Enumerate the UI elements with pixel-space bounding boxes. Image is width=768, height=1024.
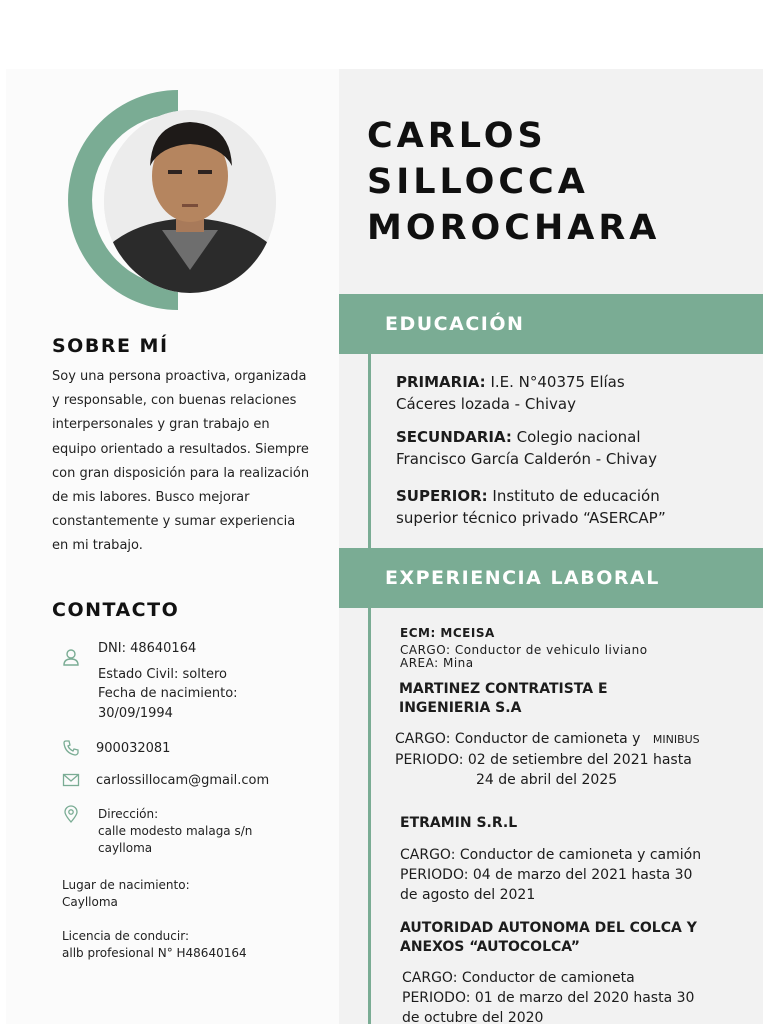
experience-item-etramin [400, 814, 745, 833]
fecha-nacimiento-label: Fecha de nacimiento: [98, 686, 238, 701]
about-text: Soy una persona proactiva, organizada y responsable, con buenas relaciones interpersonales y gran trabajo en equipo orientado a resultados. Siempre con gran disposición para la realización de mis labores. Busco mejorar constantemente y sumar experiencia en mi trabajo. [52, 369, 310, 554]
lugar-nacimiento-label: Lugar de nacimiento: [62, 878, 190, 892]
autocolca-periodo-line1: PERIODO: 01 de marzo del 2020 hasta 30 [402, 990, 695, 1006]
experience-header: EXPERIENCIA LABORAL [339, 548, 763, 608]
etramin-company: ETRAMIN S.R.L [400, 815, 518, 831]
lugar-nacimiento-value: Caylloma [62, 895, 118, 909]
right-column [339, 69, 763, 1024]
resume-page [6, 69, 763, 1024]
direccion-line1: calle modesto malaga s/n [98, 824, 253, 838]
experience-item-mceisa [400, 627, 745, 670]
phone[interactable]: 900032081 [96, 741, 171, 756]
secundaria-line1: Colegio nacional [511, 428, 641, 446]
direccion-line2: caylloma [98, 841, 153, 855]
etramin-periodo-line2: de agosto del 2021 [400, 887, 536, 903]
education-header: EDUCACIÓN [339, 294, 763, 354]
location-icon [62, 805, 80, 823]
person-icon [62, 648, 80, 666]
profile-photo-frame [66, 90, 286, 310]
education-item-primaria [396, 371, 741, 415]
licencia-value: allb profesional N° H48640164 [62, 946, 247, 960]
mceisa-area: AREA: Mina [400, 656, 474, 670]
full-name [367, 113, 660, 251]
about-title: SOBRE MÍ [52, 335, 169, 357]
autocolca-company-line1: AUTORIDAD AUTONOMA DEL COLCA Y [400, 920, 697, 936]
mail-icon [62, 771, 80, 789]
dni: DNI: 48640164 [98, 641, 197, 656]
experience-martinez-details [395, 729, 740, 790]
experience-item-autocolca [400, 919, 745, 957]
profile-photo [104, 110, 276, 293]
left-column [6, 69, 339, 1024]
martinez-cargo-extra: MINIBUS [652, 733, 700, 746]
martinez-periodo-line2: 24 de abril del 2025 [476, 772, 618, 788]
etramin-periodo-line1: PERIODO: 04 de marzo del 2021 hasta 30 [400, 867, 693, 883]
phone-icon [62, 739, 80, 757]
martinez-company-line1: MARTINEZ CONTRATISTA E [399, 681, 608, 697]
education-item-secundaria [396, 426, 741, 470]
experience-autocolca-details [402, 968, 747, 1024]
name-line2: SILLOCCA [367, 162, 589, 202]
superior-line2: superior técnico privado “ASERCAP” [396, 509, 666, 527]
primaria-line1: I.E. N°40375 Elías [485, 373, 625, 391]
education-item-superior [396, 485, 741, 529]
experience-etramin-details [400, 845, 745, 905]
etramin-cargo: CARGO: Conductor de camioneta y camión [400, 847, 702, 863]
martinez-company-line2: INGENIERIA S.A [399, 700, 522, 716]
autocolca-periodo-line2: de octubre del 2020 [402, 1010, 544, 1024]
education-timeline-line [368, 354, 371, 548]
primaria-line2: Cáceres lozada - Chivay [396, 395, 576, 413]
mceisa-cargo: CARGO: Conductor de vehiculo liviano [400, 643, 648, 657]
autocolca-company-line2: ANEXOS “AUTOCOLCA” [400, 939, 581, 955]
secundaria-label: SECUNDARIA: [396, 428, 512, 446]
email[interactable]: carlossillocam@gmail.com [96, 773, 270, 788]
fecha-nacimiento-value: 30/09/1994 [98, 706, 173, 721]
contact-title: CONTACTO [52, 599, 180, 621]
martinez-cargo: CARGO: Conductor de camioneta y [395, 731, 641, 747]
experience-item-martinez [399, 680, 744, 718]
name-line3: MOROCHARA [367, 208, 661, 248]
experience-timeline-line [368, 608, 371, 1024]
estado-civil: Estado Civil: soltero [98, 667, 227, 682]
licencia-label: Licencia de conducir: [62, 929, 189, 943]
martinez-periodo-line1: PERIODO: 02 de setiembre del 2021 hasta [395, 752, 692, 768]
direccion-label: Dirección: [98, 807, 159, 821]
secundaria-line2: Francisco García Calderón - Chivay [396, 450, 657, 468]
superior-label: SUPERIOR: [396, 487, 488, 505]
superior-line1: Instituto de educación [487, 487, 660, 505]
primaria-label: PRIMARIA: [396, 373, 486, 391]
person-portrait-icon [104, 110, 276, 293]
mceisa-company: ECM: MCEISA [400, 626, 495, 640]
name-line1: CARLOS [367, 116, 547, 156]
autocolca-cargo: CARGO: Conductor de camioneta [402, 970, 635, 986]
